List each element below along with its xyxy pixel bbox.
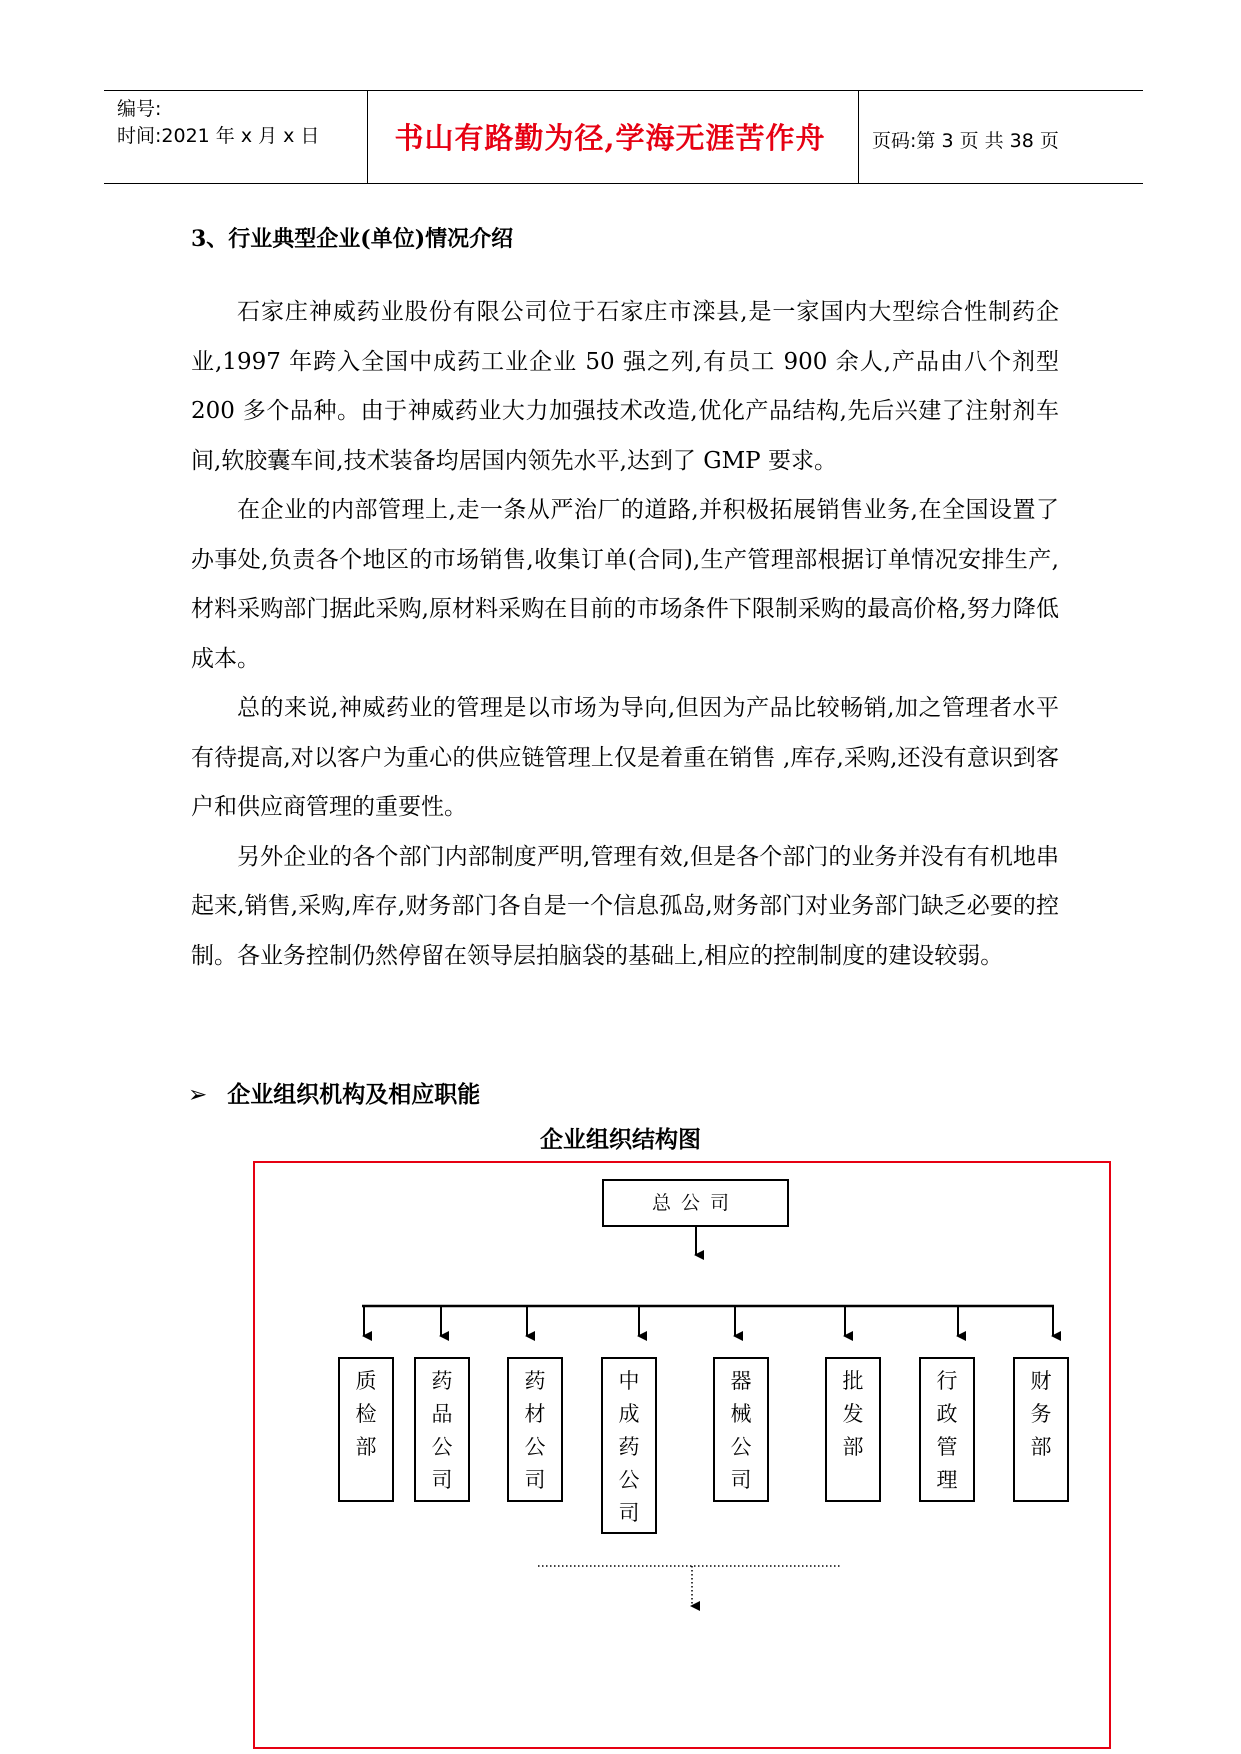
dept-char: 成 <box>618 1402 640 1426</box>
dept-char: 部 <box>1030 1435 1052 1459</box>
dept-char: 公 <box>730 1435 752 1459</box>
dept-box-drug-company <box>414 1357 470 1502</box>
dept-box-tcm-company <box>601 1357 657 1534</box>
section-title: 3、行业典型企业(单位)情况介绍 <box>191 226 514 252</box>
bullet-arrow-icon: ➢ <box>188 1082 208 1108</box>
dept-box-admin <box>919 1357 975 1502</box>
dept-char: 药 <box>524 1369 546 1393</box>
dept-char: 公 <box>431 1435 453 1459</box>
dept-char: 中 <box>618 1369 640 1393</box>
dept-char: 司 <box>524 1468 546 1492</box>
dept-char: 财 <box>1030 1369 1052 1393</box>
org-chart-title: 企业组织结构图 <box>540 1126 701 1153</box>
dept-char: 器 <box>730 1369 752 1393</box>
paragraph: 另外企业的各个部门内部制度严明,管理有效,但是各个部门的业务并没有有机地串起来,销售,采购,库存,财务部门各自是一个信息孤岛,财务部门对业务部门缺乏必要的控制。各业务控制仍然停留在领导层拍脑袋的基础上,相应的控制制度的建设较弱。 <box>191 843 1059 969</box>
dept-box-herb-company <box>507 1357 563 1502</box>
header-page-label: 页码:第 3 页 共 38 页 <box>872 130 1059 152</box>
dept-char: 械 <box>730 1402 752 1426</box>
dept-char: 部 <box>842 1435 864 1459</box>
dept-char: 公 <box>618 1468 640 1492</box>
header-number-label: 编号: <box>117 98 162 120</box>
org-root-box: 总公司 <box>602 1179 789 1227</box>
dept-char: 司 <box>618 1501 640 1525</box>
dept-char: 理 <box>936 1468 958 1492</box>
dept-char: 品 <box>431 1402 453 1426</box>
dept-char: 材 <box>524 1402 546 1426</box>
dept-char: 批 <box>842 1369 864 1393</box>
dept-char: 公 <box>524 1435 546 1459</box>
dept-box-quality <box>338 1357 394 1502</box>
header-time-label: 时间:2021 年 x 月 x 日 <box>117 125 320 147</box>
dept-char: 部 <box>355 1435 377 1459</box>
header-motto: 书山有路勤为径,学海无涯苦作舟 <box>394 121 826 155</box>
dept-char: 司 <box>730 1468 752 1492</box>
dept-char: 发 <box>842 1402 864 1426</box>
bullet-heading-text: 企业组织机构及相应职能 <box>227 1081 481 1108</box>
dept-char: 政 <box>936 1402 958 1426</box>
dept-char: 质 <box>355 1369 377 1393</box>
dept-char: 行 <box>936 1369 958 1393</box>
paragraph: 在企业的内部管理上,走一条从严治厂的道路,并积极拓展销售业务,在全国设置了办事处,负责各个地区的市场销售,收集订单(合同),生产管理部根据订单情况安排生产,材料采购部门据此采购,原材料采购在目前的市场条件下限制采购的最高价格,努力降低成本。 <box>191 497 1059 672</box>
dept-char: 药 <box>618 1435 640 1459</box>
paragraph: 总的来说,神威药业的管理是以市场为导向,但因为产品比较畅销,加之管理者水平有待提高,对以客户为重心的供应链管理上仅是着重在销售 ,库存,采购,还没有意识到客户和供应商管理的重要性。 <box>191 695 1059 820</box>
dept-box-equipment-company <box>713 1357 769 1502</box>
dept-char: 药 <box>431 1369 453 1393</box>
dept-char: 检 <box>355 1402 377 1426</box>
dept-char: 司 <box>431 1468 453 1492</box>
dept-char: 务 <box>1030 1402 1052 1426</box>
dept-box-wholesale <box>825 1357 881 1502</box>
dept-box-finance <box>1013 1357 1069 1502</box>
dept-char: 管 <box>936 1435 958 1459</box>
paragraph: 石家庄神威药业股份有限公司位于石家庄市滦县,是一家国内大型综合性制药企业,1997 年跨入全国中成药工业企业 50 强之列,有员工 900 余人,产品由八个剂型 200 多个品种。由于神威药业大力加强技术改造,优化产品结构,先后兴建了注射剂车间,软胶囊车间,技术装备均居国内领先水平,达到了 GMP 要求。 <box>191 299 1059 474</box>
